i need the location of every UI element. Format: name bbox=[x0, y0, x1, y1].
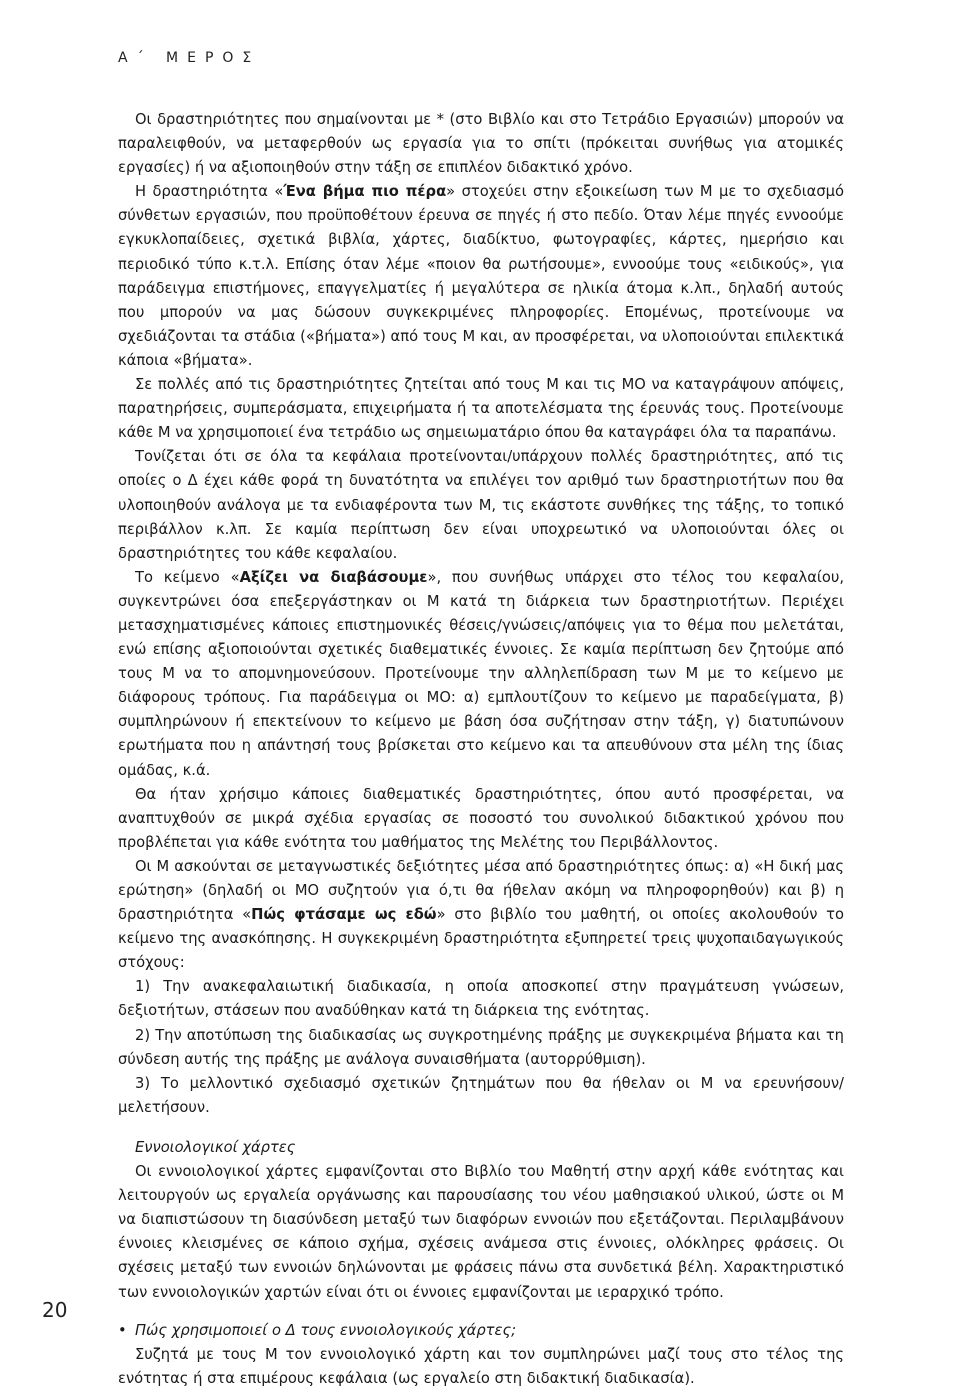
paragraph-worth-reading bbox=[118, 566, 844, 783]
page-number: 20 bbox=[42, 1298, 68, 1322]
paragraph-notebook: Σε πολλές από τις δραστηριότητες ζητείται από τους Μ και τις ΜΟ να καταγράψουν απόψεις, παρατηρήσεις, συμπεράσματα, επιχειρήματα ή τα αποτελέσματα της έρευνάς τους. Προτείνουμε κάθε Μ να χρησιμοποιεί ένα τετράδιο ως σημειωματάριο όπου θα καταγράφει όλα τα παραπάνω. bbox=[118, 376, 844, 442]
text-segment: » στο βιβλίο του μαθητή, οι οποίες ακολουθούν το κείμενο της ανασκόπησης. Η συγκεκριμένη δραστηριότητα εξυπηρετεί τρεις ψυχοπαιδαγωγικούς στόχους: bbox=[118, 906, 844, 972]
text-segment: », που συνήθως υπάρχει στο τέλος του κεφαλαίου, συγκεντρώνει όσα επεξεργάστηκαν οι Μ κατά τη διάρκεια των δραστηριοτήτων. Περιέχει μετασχηματισμένες κάποιες επιστημονικές θέσεις/γνώσεις/απόψεις για το θέμα που μελετάται, ενώ επίσης αξιοποιούνται σχετικές διαθεματικές έννοιες. Σε καμία περίπτωση δεν ζητούμε από τους Μ να το απομνημονεύσουν. Προτείνουμε την αλληλεπίδραση των Μ με το κείμενο με διάφορους τρόπους. Για παράδειγμα οι ΜΟ: α) εμπλουτίζουν το κείμενο με παραδείγματα, β) συμπληρώνουν ή επεκτείνουν το κείμενο με βάση όσα συζήτησαν στην τάξη, γ) διατυπώνουν ερωτήματα που η απάντησή τους βρίσκεται στο κείμενο και τα απευθύνουν στα μέλη της ίδιας ομάδας, κ.ά. bbox=[118, 568, 845, 779]
text-segment: Οι Μ ασκούνται σε μεταγνωστικές δεξιότητες μέσα από δραστηριότητες όπως: α) «Η δική μας ερώτηση» (δηλαδή οι ΜΟ συζητούν για ό,τι θα ήθελαν ακόμη να πληροφορηθούν) και β) η δραστηριότητα « bbox=[118, 857, 844, 924]
paragraph-metacognitive bbox=[118, 855, 844, 975]
goal-item-1: 1) Την ανακεφαλαιωτική διαδικασία, η οποία αποσκοπεί στην πραγμάτευση γνώσεων, δεξιοτήτων, στάσεων που αναδύθηκαν κατά τη διάρκεια της ενότητας. bbox=[118, 978, 844, 1020]
running-header: Α΄ ΜΕΡΟΣ bbox=[118, 50, 261, 66]
text-segment: Το κείμενο « bbox=[135, 568, 240, 586]
section-heading-concept-maps: Εννοιολογικοί χάρτες bbox=[135, 1138, 296, 1156]
text-segment: » στοχεύει στην εξοικείωση των Μ με το σχεδιασμό σύνθετων εργασιών, που προϋποθέτουν έρευνα σε πηγές ή στο πεδίο. Όταν λέμε πηγές εννοούμε εγκυκλοπαίδειες, σχετικά βιβλία, χάρτες, διαδίκτυο, φωτογραφίες, κάρτες, ημερήσιο και περιοδικό τύπο κ.τ.λ. Επίσης όταν λέμε «ποιον θα ρωτήσουμε», εννοούμε τους «ειδικούς», για παράδειγμα επιστήμονες, επαγγελματίες ή μεγαλύτερα σε ηλικία άτομα κ.λπ., δηλαδή αυτούς που μπορούν να μας δώσουν συγκεκριμένες πληροφορίες. Επομένως, προτείνουμε να σχεδιάζονται τα στάδια («βήματα») από τους Μ και, αν προσφέρεται, να υλοποιούνται επιλεκτικά κάποια «βήματα». bbox=[118, 183, 844, 369]
paragraph-cross-thematic: Θα ήταν χρήσιμο κάποιες διαθεματικές δραστηριότητες, όπου αυτό προσφέρεται, να αναπτυχθούν σε μικρά σχέδια εργασίας σε ποσοστό του συνολικού διδακτικού χρόνου που προβλέπεται για κάθε ενότητα του μαθήματος της Μελέτης του Περιβάλλοντος. bbox=[118, 785, 844, 851]
bullet-icon: • bbox=[118, 1321, 127, 1339]
bold-term-one-step-further: Ένα βήμα πιο πέρα bbox=[283, 183, 447, 201]
bullet-question bbox=[118, 1319, 844, 1343]
paragraph-one-step-further bbox=[118, 180, 844, 373]
paragraph-optional-activities: Οι δραστηριότητες που σημαίνονται με * (στο Βιβλίο και στο Τετράδιο Εργασιών) μπορούν να παραλειφθούν, να μεταφερθούν ως εργασία για το σπίτι (πρόκειται συνήθως για ατομικές εργασίες) ή να αξιοποιηθούν στην τάξη σε επιπλέον διδακτικό χρόνο. bbox=[118, 111, 844, 177]
text-segment: Η δραστηριότητα « bbox=[135, 183, 284, 201]
goal-item-2: 2) Την αποτύπωση της διαδικασίας ως συγκροτημένης πράξης με συγκεκριμένα βήματα και τη σύνδεση αυτής της πράξης με ανάλογα συναισθήματα (αυτορρύθμιση). bbox=[118, 1026, 844, 1068]
bold-term-how-we-got-here: Πώς φτάσαμε ως εδώ bbox=[251, 906, 437, 924]
paragraph-activity-selection: Τονίζεται ότι σε όλα τα κεφάλαια προτείνονται/υπάρχουν πολλές δραστηριότητες, από τις οποίες ο Δ έχει κάθε φορά τη δυνατότητα να επιλέγει τον αριθμό των δραστηριοτήτων που θα υλοποιηθούν ανάλογα με τα ενδιαφέροντα των Μ, τις εκάστοτε συνθήκες της τάξης, το τοπικό περιβάλλον κ.λπ. Σε καμία περίπτωση δεν είναι υποχρεωτικό να υλοποιούνται όλες οι δραστηριότητες του κάθε κεφαλαίου. bbox=[118, 448, 844, 562]
goal-item-3: 3) Το μελλοντικό σχεδιασμό σχετικών ζητημάτων που θα ήθελαν οι Μ να ερευνήσουν/μελετήσουν. bbox=[118, 1074, 844, 1116]
bold-term-worth-reading: Αξίζει να διαβάσουμε bbox=[239, 568, 428, 586]
paragraph-bullet-answer: Συζητά με τους Μ τον εννοιολογικό χάρτη και τον συμπληρώνει μαζί τους στο τέλος της ενότητας ή στα επιμέρους κεφάλαια (ως εργαλείο στη διδακτική διαδικασία). bbox=[118, 1345, 844, 1387]
page-body bbox=[118, 108, 844, 1391]
paragraph-concept-maps: Οι εννοιολογικοί χάρτες εμφανίζονται στο Βιβλίο του Μαθητή στην αρχή κάθε ενότητας και λειτουργούν ως εργαλεία οργάνωσης και παρουσίασης του νέου μαθησιακού υλικού, ώστε οι Μ να διαπιστώσουν τη διασύνδεση μεταξύ των διαφόρων εννοιών που εξετάζονται. Περιλαμβάνουν έννοιες κλεισμένες σε κάποιο σχήμα, σχέσεις ανάμεσα στις έννοιες, ολόκληρες φράσεις. Οι σχέσεις μεταξύ των εννοιών δηλώνονται με φράσεις πάνω στα συνδετικά βέλη. Χαρακτηριστικό των εννοιολογικών χαρτών είναι ότι οι έννοιες εμφανίζονται με ιεραρχικό τρόπο. bbox=[118, 1163, 844, 1301]
bullet-question-text: Πώς χρησιμοποιεί ο Δ τους εννοιολογικούς χάρτες; bbox=[135, 1321, 517, 1339]
